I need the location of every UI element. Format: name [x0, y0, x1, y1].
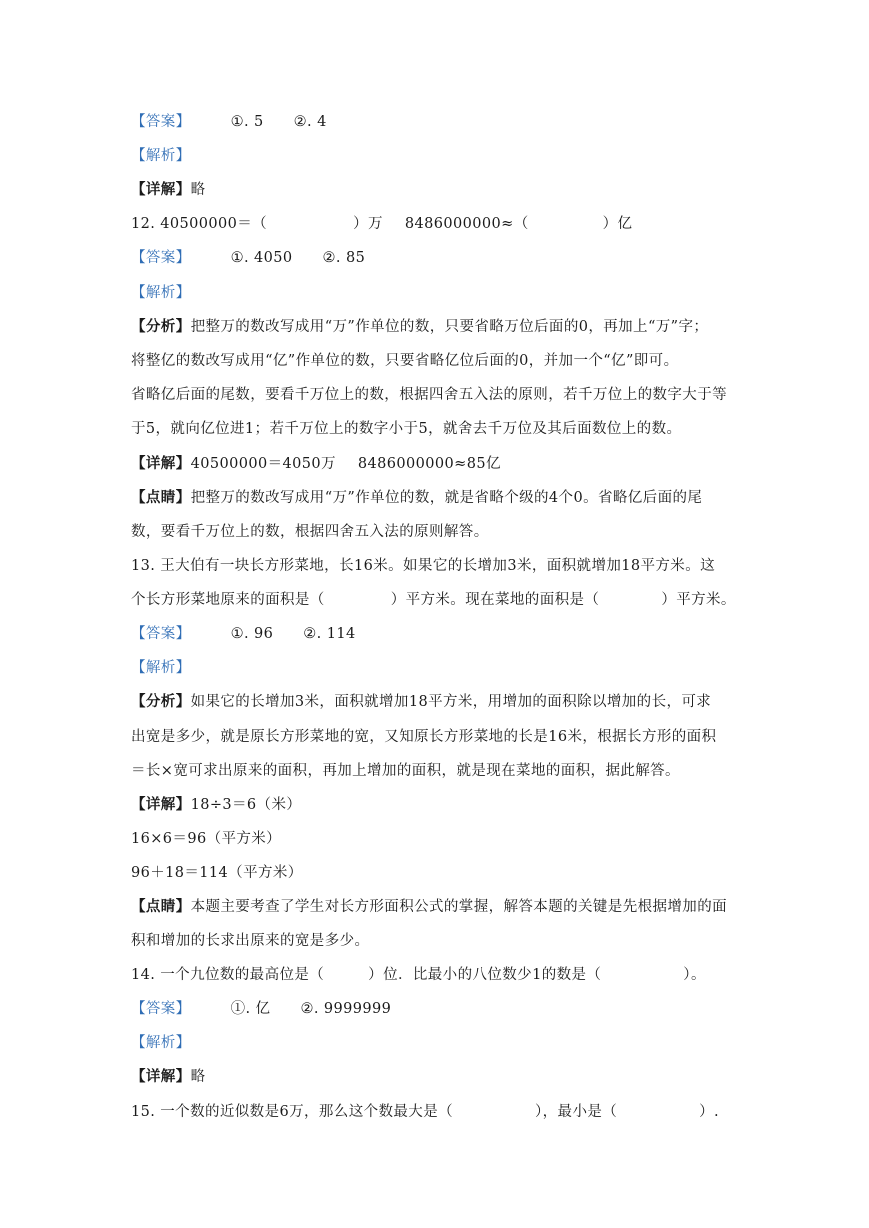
text-run: 把整万的数改写成用“万”作单位的数，只要省略万位后面的0，再加上“万”字；: [190, 319, 709, 335]
text-run: 省略亿后面的尾数，要看千万位上的数，根据四舍五入法的原则，若千万位上的数字大于等: [131, 387, 727, 403]
text-line-l7: [131, 317, 708, 337]
text-line-l17: [131, 658, 191, 678]
text-run: 将整亿的数改写成用“亿”作单位的数，只要省略亿位后面的0，并加一个“亿”即可。: [131, 353, 679, 369]
analysis-label: 【解析】: [131, 285, 191, 301]
analysis-label: 【解析】: [131, 660, 191, 676]
text-run: 略: [190, 1069, 206, 1085]
text-run: 本题主要考查了学生对长方形面积公式的掌握，解答本题的关键是先根据增加的面: [190, 899, 728, 915]
text-run: 13. 王大伯有一块长方形菜地，长16米。如果它的长增加3米，面积就增加18平方米。这: [131, 558, 715, 574]
text-line-l23: [131, 863, 303, 883]
text-run: ）位．比最小的八位数少1的数是（: [368, 967, 602, 983]
analysis-label: 【解析】: [131, 1035, 191, 1051]
key-point-label: 【点睛】: [131, 489, 191, 506]
analysis-label: 【解析】: [131, 148, 191, 164]
text-run: 8486000000≈85亿: [357, 456, 501, 472]
text-line-l14: [131, 556, 715, 576]
text-line-l18: [131, 692, 711, 712]
text-line-l19: [131, 727, 716, 747]
text-line-l27: [131, 999, 391, 1019]
text-run: ②. 9999999: [300, 1001, 392, 1017]
text-run: 于5，就向亿位进1；若千万位上的数字小于5，就舍去千万位及其后面数位上的数。: [131, 421, 682, 437]
analysis-section-label: 【分析】: [131, 318, 191, 335]
text-line-l16: [131, 624, 356, 644]
text-run: 14. 一个九位数的最高位是（: [131, 967, 325, 983]
text-line-l6: [131, 283, 191, 303]
detail-label: 【详解】: [131, 796, 191, 813]
text-run: ）平方米。现在菜地的面积是（: [390, 592, 600, 608]
text-run: ）亿: [602, 216, 633, 232]
text-run: 96＋18＝114（平方米）: [131, 865, 303, 881]
text-run: 略: [190, 182, 206, 198]
key-point-label: 【点睛】: [131, 898, 191, 915]
text-line-l24: [131, 897, 727, 917]
text-line-l8: [131, 351, 678, 371]
text-run: 如果它的长增加3米，面积就增加18平方米，用增加的面积除以增加的长，可求: [190, 694, 712, 710]
text-line-l12: [131, 488, 702, 508]
text-line-l1: [131, 112, 327, 132]
text-run: 18÷3＝6（米）: [190, 797, 302, 813]
text-line-l25: [131, 931, 369, 951]
text-run: 出宽是多少，就是原长方形菜地的宽，又知原长方形菜地的长是16米，根据长方形的面积: [131, 729, 717, 745]
text-run: ②. 85: [322, 250, 366, 266]
text-run: ），最小是（: [535, 1104, 618, 1120]
text-run: 40500000＝4050万: [190, 456, 336, 472]
text-line-l10: [131, 419, 681, 439]
text-run: 15. 一个数的近似数是6万，那么这个数最大是（: [131, 1104, 453, 1120]
text-line-l28: [131, 1033, 191, 1053]
text-line-l21: [131, 795, 301, 815]
text-run: ）。: [683, 967, 706, 983]
text-line-l20: [131, 761, 680, 781]
text-run: ①. 4050: [230, 250, 293, 266]
text-run: ）.: [699, 1104, 720, 1120]
text-run: 积和增加的长求出原来的宽是多少。: [131, 933, 370, 949]
text-run: 数，要看千万位上的数，根据四舍五入法的原则解答。: [131, 524, 489, 540]
text-line-l5: [131, 248, 365, 268]
text-line-l15: [131, 590, 736, 610]
answer-label: 【答案】: [131, 114, 191, 130]
text-line-l11: [131, 454, 501, 474]
text-run: ①. 5: [230, 114, 264, 130]
answer-label: 【答案】: [131, 626, 191, 642]
text-run: 把整万的数改写成用“万”作单位的数，就是省略个级的4个0。省略亿后面的尾: [190, 490, 703, 506]
text-run: ）平方米。: [661, 592, 736, 608]
text-line-l9: [131, 385, 727, 405]
text-line-l30: [131, 1102, 719, 1122]
answer-label: 【答案】: [131, 250, 191, 266]
text-run: 8486000000≈（: [404, 216, 529, 232]
detail-label: 【详解】: [131, 1068, 191, 1085]
text-line-l2: [131, 146, 191, 166]
detail-label: 【详解】: [131, 181, 191, 198]
text-line-l3: [131, 180, 206, 200]
text-line-l13: [131, 522, 489, 542]
text-run: 个长方形菜地原来的面积是（: [131, 592, 325, 608]
text-line-l26: [131, 965, 706, 985]
text-run: 12. 40500000＝（: [131, 216, 268, 232]
text-run: ①. 96: [230, 626, 274, 642]
analysis-section-label: 【分析】: [131, 693, 191, 710]
text-line-l4: [131, 214, 632, 234]
text-run: 16×6＝96（平方米）: [131, 831, 282, 847]
text-line-l29: [131, 1067, 206, 1087]
text-run: ）万: [353, 216, 383, 232]
text-run: ＝长×宽可求出原来的面积，再加上增加的面积，就是现在菜地的面积，据此解答。: [131, 763, 680, 779]
text-run: ②. 4: [293, 114, 327, 130]
detail-label: 【详解】: [131, 455, 191, 472]
text-line-l22: [131, 829, 281, 849]
text-run: ②. 114: [303, 626, 356, 642]
answer-label: 【答案】: [131, 1001, 191, 1017]
text-run: ①. 亿: [230, 1001, 271, 1017]
